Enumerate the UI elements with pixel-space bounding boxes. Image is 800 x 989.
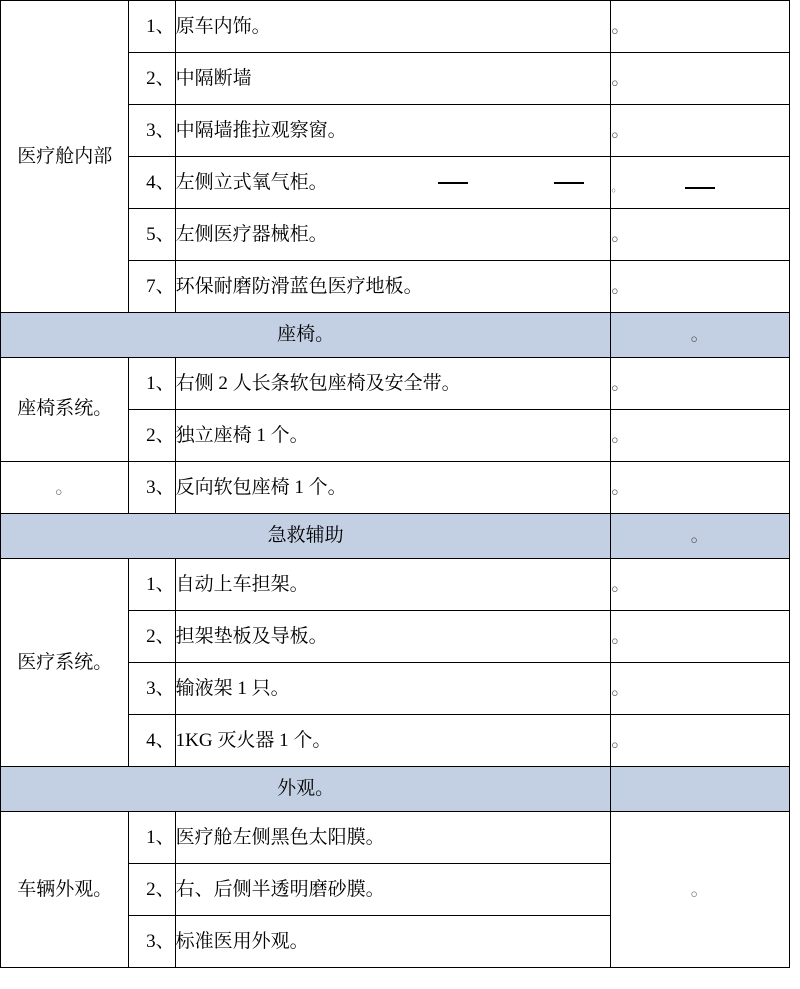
row-item: 右侧 2 人长条软包座椅及安全带。 — [175, 358, 611, 410]
row-item: 自动上车担架。 — [175, 559, 611, 611]
row-item: 独立座椅 1 个。 — [175, 410, 611, 462]
row-number: 2、 — [129, 611, 175, 663]
row-number: 3、 — [129, 916, 175, 968]
row-number: 2、 — [129, 410, 175, 462]
row-note: 。 — [611, 105, 790, 157]
section-note — [611, 767, 790, 812]
row-number: 1、 — [129, 812, 175, 864]
row-number: 2、 — [129, 864, 175, 916]
row-item: 右、后侧半透明磨砂膜。 — [175, 864, 611, 916]
table-row — [1, 812, 790, 864]
dash-marks — [438, 182, 584, 184]
row-item: 输液架 1 只。 — [175, 663, 611, 715]
row-number: 3、 — [129, 462, 175, 514]
row-item: 原车内饰。 — [175, 1, 611, 53]
group-label-vehicle-appearance: 车辆外观。 — [1, 812, 129, 968]
row-note: 。 — [611, 209, 790, 261]
row-item-with-dashes — [175, 157, 611, 209]
row-note: 。 — [611, 358, 790, 410]
row-item: 环保耐磨防滑蓝色医疗地板。 — [175, 261, 611, 313]
dash-mark — [685, 187, 715, 189]
dash-mark — [438, 182, 468, 184]
row-item: 医疗舱左侧黑色太阳膜。 — [175, 812, 611, 864]
group-label-empty: 。 — [1, 462, 129, 514]
table-row — [1, 559, 790, 611]
section-header-appearance — [1, 767, 790, 812]
row-number: 2、 — [129, 53, 175, 105]
row-number: 3、 — [129, 105, 175, 157]
row-note: 。 — [611, 462, 790, 514]
row-note: 。 — [611, 1, 790, 53]
row-note: 。 — [611, 611, 790, 663]
section-note: 。 — [611, 313, 790, 358]
section-header-first-aid-support — [1, 514, 790, 559]
row-number: 1、 — [129, 1, 175, 53]
row-note: 。 — [611, 410, 790, 462]
row-item: 中隔墙推拉观察窗。 — [175, 105, 611, 157]
row-number: 5、 — [129, 209, 175, 261]
row-item: 担架垫板及导板。 — [175, 611, 611, 663]
row-item: 反向软包座椅 1 个。 — [175, 462, 611, 514]
table-row — [1, 1, 790, 53]
row-number: 4、 — [129, 157, 175, 209]
section-title: 座椅。 — [1, 313, 611, 358]
row-note: 。 — [611, 559, 790, 611]
row-item: 标准医用外观。 — [175, 916, 611, 968]
row-number: 4、 — [129, 715, 175, 767]
dash-mark — [554, 182, 584, 184]
row-note: 。 — [611, 261, 790, 313]
row-number: 3、 — [129, 663, 175, 715]
row-item: 1KG 灭火器 1 个。 — [175, 715, 611, 767]
row-number: 1、 — [129, 358, 175, 410]
row-note — [611, 157, 790, 209]
row-note: 。 — [611, 663, 790, 715]
row-note-text: 。 — [611, 180, 624, 195]
group-label-seat-system: 座椅系统。 — [1, 358, 129, 462]
row-note: 。 — [611, 715, 790, 767]
table-row — [1, 462, 790, 514]
row-number: 7、 — [129, 261, 175, 313]
group-label-medical-cabin-interior: 医疗舱内部 — [1, 1, 129, 313]
row-note: 。 — [611, 53, 790, 105]
section-header-seats — [1, 313, 790, 358]
section-title: 外观。 — [1, 767, 611, 812]
row-number: 1、 — [129, 559, 175, 611]
table-row — [1, 358, 790, 410]
row-item: 中隔断墙 — [175, 53, 611, 105]
row-item: 左侧医疗器械柜。 — [175, 209, 611, 261]
row-item: 左侧立式氧气柜。 — [175, 171, 328, 193]
note-dash-group — [611, 169, 789, 195]
row-note: 。 — [611, 812, 790, 968]
section-title: 急救辅助 — [1, 514, 611, 559]
section-note: 。 — [611, 514, 790, 559]
group-label-medical-system: 医疗系统。 — [1, 559, 129, 767]
